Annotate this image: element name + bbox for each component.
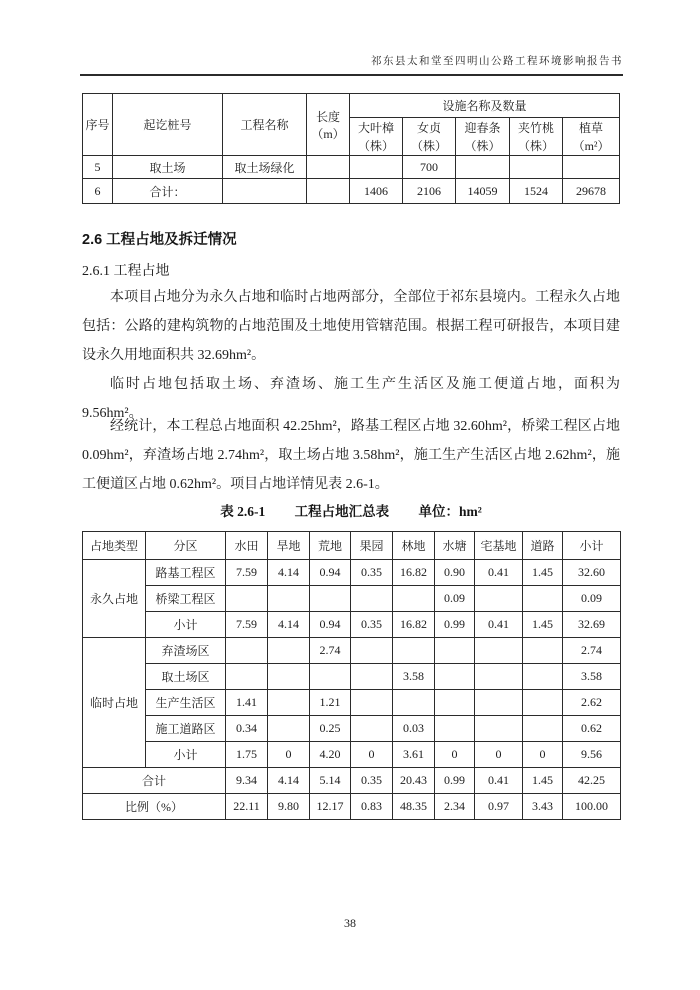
table-cell [456,156,510,179]
table-caption-title: 工程占地汇总表 [294,504,390,519]
table-row [83,638,621,664]
table-cell: 0 [475,742,523,768]
table-cell [351,638,393,664]
row-label: 路基工程区 [146,560,226,586]
table-row [83,156,620,179]
table-cell [268,664,310,690]
col-header-facility: 植草（m²） [563,118,620,156]
table-cell [475,638,523,664]
table-cell [351,664,393,690]
table-cell: 0.35 [351,560,393,586]
table-cell: 9.80 [268,794,310,820]
table-cell [268,690,310,716]
table-cell: 0 [523,742,563,768]
table-cell: 0.94 [310,560,351,586]
table-cell: 700 [403,156,456,179]
table-cell: 7.59 [226,560,268,586]
col-header: 小计 [563,532,621,560]
table-cell [510,156,563,179]
table-cell [226,664,268,690]
table-cell [307,179,350,204]
table-cell: 0.83 [351,794,393,820]
paragraph: 经统计，本工程总占地面积 42.25hm²，路基工程区占地 32.60hm²，桥梁工程区占地 0.09hm²，弃渣场占地 2.74hm²，取土场占地 3.58hm²，施工生产生活区占地 2.62hm²，施工便道区占地 0.62hm²。项目占地详情见表 2.6-1。 [82,419,620,492]
table-cell [351,716,393,742]
table-cell: 0.41 [475,560,523,586]
table-cell: 2.74 [563,638,621,664]
col-header-no: 序号 [83,94,113,156]
row-label: 生产生活区 [146,690,226,716]
table-cell: 1.45 [523,612,563,638]
table-cell: 1524 [510,179,563,204]
table-cell: 32.69 [563,612,621,638]
row-label: 桥梁工程区 [146,586,226,612]
table-cell [393,586,435,612]
table-cell: 0.90 [435,560,475,586]
table-cell: 4.14 [268,612,310,638]
table-cell [351,690,393,716]
table-cell: 100.00 [563,794,621,820]
row-group-temporary: 临时占地 [83,638,146,768]
col-header-project: 工程名称 [223,94,307,156]
table-cell: 3.43 [523,794,563,820]
header-divider [80,74,623,76]
table-cell: 4.20 [310,742,351,768]
table-row [83,586,621,612]
table-cell: 0.09 [435,586,475,612]
table-cell: 3.61 [393,742,435,768]
table-cell: 取土场 [113,156,223,179]
table-cell [350,156,403,179]
table-cell: 32.60 [563,560,621,586]
table-cell: 42.25 [563,768,621,794]
table-cell: 1.75 [226,742,268,768]
table-cell [307,156,350,179]
row-label: 小计 [146,742,226,768]
col-header: 水塘 [435,532,475,560]
col-header-facility: 大叶樟（株） [350,118,403,156]
table-caption [82,500,620,520]
table-cell: 1.45 [523,768,563,794]
row-label: 取土场区 [146,664,226,690]
table-cell: 5 [83,156,113,179]
table-cell: 0 [435,742,475,768]
table-cell: 2.62 [563,690,621,716]
table-cell: 12.17 [310,794,351,820]
table-row [83,664,621,690]
table-cell [523,586,563,612]
table-cell: 14059 [456,179,510,204]
table-cell [226,586,268,612]
col-header-facility: 迎春条（株） [456,118,510,156]
row-label-total: 合计 [83,768,226,794]
table-cell [475,664,523,690]
table-cell: 1406 [350,179,403,204]
table-cell: 0.62 [563,716,621,742]
col-header: 果园 [351,532,393,560]
table-cell: 2106 [403,179,456,204]
table-cell [523,690,563,716]
table-cell: 1.41 [226,690,268,716]
section-heading: 2.6 工程占地及拆迁情况 [82,232,237,248]
col-header: 宅基地 [475,532,523,560]
col-header-facility-group: 设施名称及数量 [350,94,620,118]
col-header: 水田 [226,532,268,560]
table-cell [523,638,563,664]
table-row-ratio [83,794,621,820]
table-cell: 16.82 [393,612,435,638]
table-cell [393,690,435,716]
table-cell [435,690,475,716]
table-cell [310,586,351,612]
col-header: 旱地 [268,532,310,560]
table-row [83,560,621,586]
table-cell: 2.74 [310,638,351,664]
table-cell: 取土场绿化 [223,156,307,179]
table-cell: 2.34 [435,794,475,820]
table-cell: 合计： [113,179,223,204]
table-cell: 0.25 [310,716,351,742]
col-header-facility: 夹竹桃（株） [510,118,563,156]
table-caption-label: 表 2.6-1 [220,504,266,519]
table-cell: 4.14 [268,768,310,794]
table-cell [563,156,620,179]
page-number: 38 [344,916,356,930]
table-cell: 1.21 [310,690,351,716]
table-cell [351,586,393,612]
table-cell: 0.34 [226,716,268,742]
paragraph: 本项目占地分为永久占地和临时占地两部分，全部位于祁东县境内。工程永久占地包括：公路的建构筑物的占地范围及土地使用管辖范围。根据工程可研报告，本项目建设永久用地面积共 32.69hm²。 [82,290,620,363]
running-header: 祁东县太和堂至四明山公路工程环境影响报告书 [371,56,623,67]
table-cell: 20.43 [393,768,435,794]
table-cell: 0.97 [475,794,523,820]
table-cell [268,716,310,742]
paragraph: 临时占地包括取土场、弃渣场、施工生产生活区及施工便道占地，面积为 9.56hm²。 [82,377,620,421]
table-cell: 0 [268,742,310,768]
row-group-permanent: 永久占地 [83,560,146,638]
table-cell [223,179,307,204]
table-cell [435,716,475,742]
greening-quantities-table [82,93,620,204]
land-occupation-table [82,531,621,820]
table-cell: 0.09 [563,586,621,612]
table-cell [523,716,563,742]
table-cell [475,716,523,742]
subsection-heading: 2.6.1 工程占地 [82,264,170,279]
table-cell: 0.35 [351,612,393,638]
table-cell: 3.58 [393,664,435,690]
table-caption-unit: 单位：hm² [418,504,482,519]
table-cell: 0.94 [310,612,351,638]
table-cell [310,664,351,690]
table-cell: 4.14 [268,560,310,586]
table-cell: 0.99 [435,768,475,794]
table-cell [226,638,268,664]
row-label: 施工道路区 [146,716,226,742]
table-cell [475,690,523,716]
table-cell [435,638,475,664]
table-cell: 22.11 [226,794,268,820]
col-header: 荒地 [310,532,351,560]
row-label-ratio: 比例（%） [83,794,226,820]
table-row-total [83,768,621,794]
row-label: 小计 [146,612,226,638]
table-cell [268,638,310,664]
table-cell: 48.35 [393,794,435,820]
table-cell: 0.41 [475,768,523,794]
table-cell [475,586,523,612]
col-header-stake: 起讫桩号 [113,94,223,156]
table-cell: 9.34 [226,768,268,794]
table-row [83,612,621,638]
table-cell [268,586,310,612]
table-cell: 0.41 [475,612,523,638]
table-row [83,690,621,716]
col-header-facility: 女贞（株） [403,118,456,156]
table-cell: 6 [83,179,113,204]
table-cell: 0.35 [351,768,393,794]
table-cell: 7.59 [226,612,268,638]
table-cell: 0 [351,742,393,768]
table-cell: 0.99 [435,612,475,638]
table-cell: 0.03 [393,716,435,742]
col-header: 占地类型 [83,532,146,560]
col-header: 林地 [393,532,435,560]
col-header: 分区 [146,532,226,560]
table-cell: 16.82 [393,560,435,586]
table-row [83,742,621,768]
table-row [83,716,621,742]
table-cell: 1.45 [523,560,563,586]
table-cell: 9.56 [563,742,621,768]
col-header-length: 长度（m） [307,94,350,156]
table-cell: 29678 [563,179,620,204]
table-cell [435,664,475,690]
table-cell [393,638,435,664]
table-row [83,179,620,204]
row-label: 弃渣场区 [146,638,226,664]
table-cell [523,664,563,690]
table-cell: 3.58 [563,664,621,690]
col-header: 道路 [523,532,563,560]
table-cell: 5.14 [310,768,351,794]
